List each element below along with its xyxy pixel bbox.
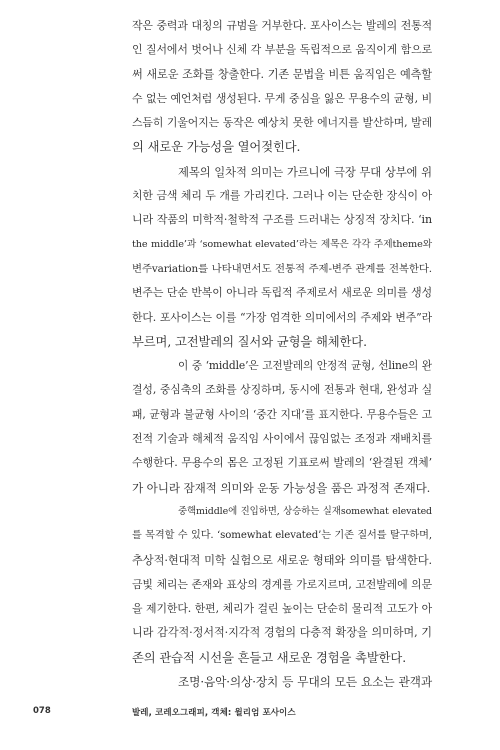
page-footer xyxy=(33,706,460,722)
text-line: 부르며, 고전발레의 질서와 균형을 해체한다. xyxy=(132,334,367,349)
text-line: 치한 금색 체리 두 개를 가리킨다. 그러나 이는 단순한 장식이 아 xyxy=(132,189,432,203)
text-line: 추상적·현대적 미학 실험으로 새로운 형태와 의미를 탐색한다. xyxy=(132,553,432,567)
text-line: 을 제기한다. 한편, 체리가 걸린 높이는 단순히 물리적 고도가 아 xyxy=(132,602,432,616)
text-line: 변주variation를 나타내면서도 전통적 주제-변주 관계를 전복한다. xyxy=(132,262,432,275)
text-line: 수행한다. 무용수의 몸은 고정된 기표로써 발레의 ‘완결된 객체’ xyxy=(132,456,432,470)
text-line: 의 새로운 가능성을 열어젖힌다. xyxy=(132,140,301,155)
paragraph-1 xyxy=(132,14,432,160)
text-line: 중핵middle에 진입하면, 상승하는 실재somewhat elevated xyxy=(178,505,432,517)
text-line: 결성, 중심축의 조화를 상징하며, 동시에 전통과 현대, 완성과 실 xyxy=(132,383,432,397)
text-line: 조명·음악·의상·장치 등 무대의 모든 요소는 관객과 xyxy=(178,675,432,690)
text-line: 인 질서에서 벗어나 신체 각 부분을 독립적으로 움직이게 함으로 xyxy=(132,43,432,57)
paragraph-5 xyxy=(132,670,432,694)
running-head: 발레, 코레오그래피, 객체: 윌리엄 포사이스 xyxy=(132,708,296,718)
text-line: 변주는 단순 반복이 아니라 독립적 주제로서 새로운 의미를 생성 xyxy=(132,286,432,300)
paragraph-2 xyxy=(132,160,432,354)
page-number: 078 xyxy=(33,706,51,716)
text-line: 니라 작품의 미학적·철학적 구조를 드러내는 상징적 장치다. ‘in xyxy=(132,213,432,227)
text-line: 작은 중력과 대칭의 규범을 거부한다. 포사이스는 발레의 전통적 xyxy=(132,19,432,32)
paragraph-3 xyxy=(132,354,432,500)
text-line: 수 없는 예언처럼 생성된다. 무게 중심을 잃은 무용수의 균형, 비 xyxy=(132,91,432,105)
text-line: 전적 기술과 해체적 움직임 사이에서 끊임없는 조정과 재배치를 xyxy=(132,432,432,446)
text-line: 금빛 체리는 존재와 표상의 경계를 가로지르며, 고전발레에 의문 xyxy=(132,577,432,591)
text-line: 써 새로운 조화를 창출한다. 기존 문법을 비튼 움직임은 예측할 xyxy=(132,67,432,81)
text-line: 가 아니라 잠재적 의미와 운동 가능성을 품은 과정적 존재다. xyxy=(132,480,431,495)
body-text xyxy=(132,14,432,694)
text-line: 스듬히 기울어지는 동작은 예상치 못한 에너지를 발산하며, 발레 xyxy=(132,116,432,130)
text-line: 니라 감각적·정서적·지각적 경험의 다층적 확장을 의미하며, 기 xyxy=(132,626,432,640)
text-line: 패, 균형과 불균형 사이의 ‘중간 지대’를 표지한다. 무용수들은 고 xyxy=(132,407,432,421)
text-line: 이 중 ‘middle’은 고전발레의 안정적 균형, 선line의 완 xyxy=(178,359,432,373)
paragraph-4 xyxy=(132,500,432,670)
text-line: the middle’과 ‘somewhat elevated’라는 제목은 각각 주제theme와 xyxy=(132,238,432,250)
text-line: 한다. 포사이스는 이를 “가장 엄격한 의미에서의 주제와 변주”라 xyxy=(132,310,432,324)
text-line: 존의 관습적 시선을 흔들고 새로운 경험을 촉발한다. xyxy=(132,650,407,665)
text-line: 제목의 일차적 의미는 가르니에 극장 무대 상부에 위 xyxy=(178,164,432,179)
text-line: 를 목격할 수 있다. ‘somewhat elevated’는 기존 질서를 탈구하며, xyxy=(132,530,432,542)
